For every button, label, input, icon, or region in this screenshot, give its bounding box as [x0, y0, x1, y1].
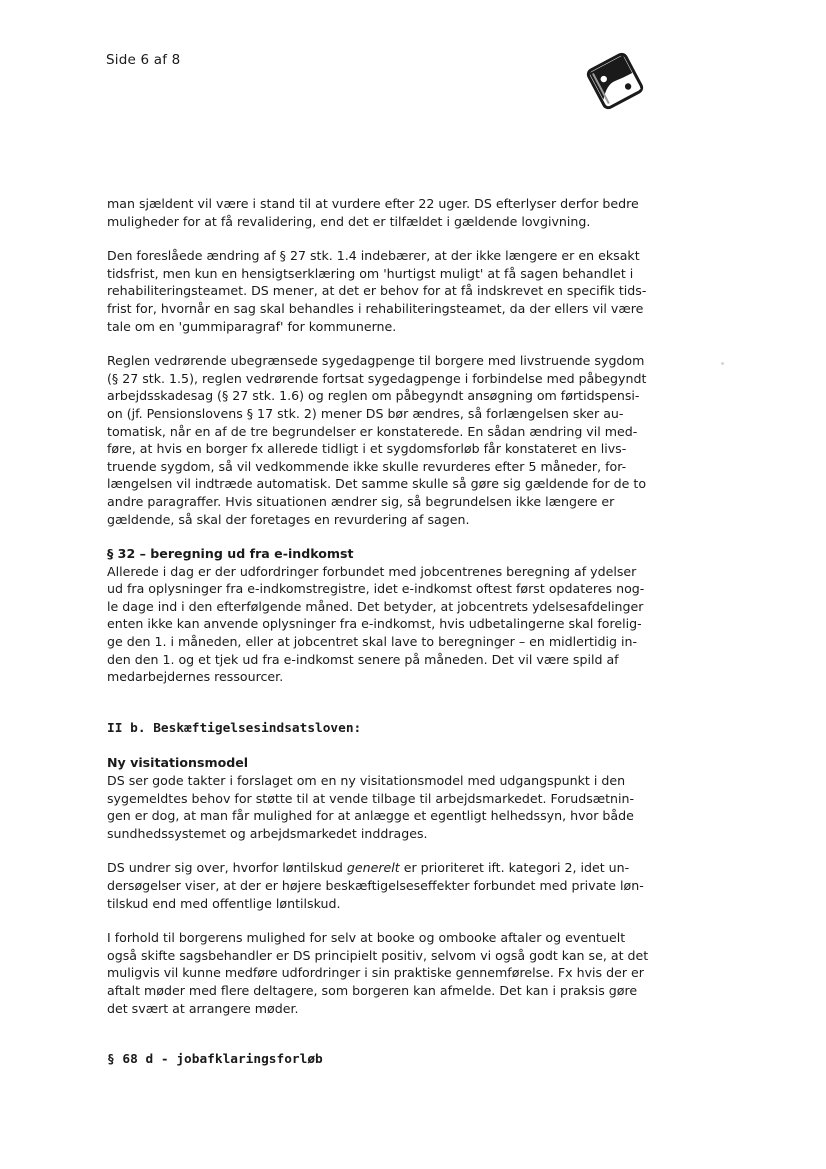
text-line: ge den 1. i måneden, eller at jobcentret skal lave to beregninger – en midlertidig in-	[107, 634, 638, 650]
paragraph	[107, 195, 663, 230]
paragraph-gap	[107, 230, 663, 247]
paragraph-gap	[107, 912, 663, 929]
section	[107, 545, 663, 686]
paragraph-gap	[107, 335, 663, 352]
text-line: den den 1. og et tjek ud fra e-indkomst senere på måneden. Det vil være spild af	[107, 651, 619, 667]
section-heading: II b. Beskæftigelsesindsatsloven:	[107, 720, 362, 736]
text-line: tilskud end med offentlige løntilskud.	[107, 895, 341, 911]
section	[107, 1051, 663, 1069]
text-line: længelsen vil indtræde automatisk. Det samme skulle så gøre sig gældende for de to	[107, 476, 647, 492]
paragraph-gap	[107, 842, 663, 859]
text-line: muligvis vil kunne medføre udfordringer i sin praktiske gennemførelse. Fx hvis der er	[107, 965, 644, 981]
text-line: medarbejdernes ressourcer.	[107, 669, 284, 685]
paragraph-gap	[107, 686, 663, 720]
text-line: tale om en 'gummiparagraf' for kommunerne.	[107, 318, 397, 334]
text-line: frist for, hvornår en sag skal behandles i rehabiliteringsteamet, da der ellers vil være	[107, 300, 644, 316]
text-line: tomatisk, når en af de tre begrundelser er konstaterede. En sådan ændring vil med-	[107, 423, 638, 439]
paragraph	[107, 929, 663, 1017]
section-heading: § 68 d - jobafklaringsforløb	[107, 1052, 323, 1068]
text-line: dersøgelser viser, at der er højere beskæftigelseseffekter forbundet med private løn-	[107, 878, 644, 893]
text-line: andre paragraffer. Hvis situationen ændrer sig, så begrundelsen ikke længere er	[107, 493, 615, 509]
text-line: det svært at arrangere møder.	[107, 1000, 299, 1016]
text-line: man sjældent vil være i stand til at vurdere efter 22 uger. DS efterlyser derfor bedre	[107, 196, 639, 211]
text-line: muligheder for at få revalidering, end det er tilfældet i gældende lovgivning.	[107, 213, 591, 229]
paragraph-gap	[107, 528, 663, 545]
section-heading: § 32 – beregning ud fra e-indkomst	[107, 546, 354, 562]
text-line: (§ 27 stk. 1.5), reglen vedrørende fortsat sygedagpenge i forbindelse med påbegyndt	[107, 370, 647, 386]
text-line: Reglen vedrørende ubegrænsede sygedagpenge til borgere med livstruende sygdom	[107, 353, 645, 369]
scan-artifact	[721, 362, 724, 365]
text-line: rehabiliteringsteamet. DS mener, at det er behov for at få indskrevet en specifik tids-	[107, 283, 647, 299]
text-line: sundhedssystemet og arbejdsmarkedet inddrages.	[107, 825, 428, 841]
text-line: arbejdsskadesag (§ 27 stk. 1.6) og reglen om påbegyndt ansøgning om førtidspensi-	[107, 388, 640, 404]
text-line: Den foreslåede ændring af § 27 stk. 1.4 indebærer, at der ikke længere er en eksakt	[107, 248, 640, 264]
paragraph	[107, 859, 663, 912]
text-line: også skifte sagsbehandler er DS principielt positiv, selvom vi også godt kan se, at det	[107, 947, 649, 963]
section	[107, 754, 663, 842]
text-line: tidsfrist, men kun en hensigtserklæring om 'hurtigst muligt' at få sagen behandlet i	[107, 265, 634, 281]
section-heading: Ny visitationsmodel	[107, 755, 249, 771]
text-line: gældende, så skal der foretages en revurdering af sagen.	[107, 511, 470, 527]
text-line: gen er dog, at man får mulighed for at anlægge et egentligt helhedssyn, hvor både	[107, 808, 634, 824]
text-line: le dage ind i den efterfølgende måned. Det betyder, at jobcentrets ydelsesafdelinger	[107, 598, 644, 614]
text-line: on (jf. Pensionslovens § 17 stk. 2) mener DS bør ændres, så forlængelsen sker au-	[107, 405, 624, 421]
document-body	[107, 195, 663, 1069]
page-number: Side 6 af 8	[106, 52, 181, 68]
text-line: enten ikke kan anvende oplysninger fra e-indkomst, hvis udbetalingerne skal forelig-	[107, 616, 642, 632]
text-line: I forhold til borgerens mulighed for selv at booke og ombooke aftaler og eventuelt	[107, 930, 626, 946]
text-line: ud fra oplysninger fra e-indkomstregistre, idet e-indkomst oftest først opdateres nog-	[107, 581, 645, 597]
emphasis: generelt	[346, 860, 400, 876]
paragraph	[107, 247, 663, 335]
paragraph	[107, 352, 663, 528]
text-line: DS undrer sig over, hvorfor løntilskud generelt er prioriteret ift. kategori 2, idet un-	[107, 860, 630, 876]
text-line: truende sygdom, så vil vedkommende ikke skulle revurderes efter 5 måneder, for-	[107, 458, 627, 474]
text-line: sygemeldtes behov for støtte til at vende tilbage til arbejdsmarkedet. Forudsætnin-	[107, 790, 635, 806]
yin-yang-tile-logo-icon	[584, 52, 646, 110]
text-line: DS ser gode takter i forslaget om en ny visitationsmodel med udgangspunkt i den	[107, 773, 626, 789]
paragraph-gap	[107, 737, 663, 754]
text-line: føre, at hvis en borger fx allerede tidligt i et sygdomsforløb får konstateret en livs-	[107, 441, 627, 457]
text-line: Allerede i dag er der udfordringer forbundet med jobcentrenes beregning af ydelser	[107, 563, 637, 579]
section	[107, 720, 663, 738]
paragraph-gap	[107, 1017, 663, 1051]
text-line: aftalt møder med flere deltagere, som borgeren kan afmelde. Det kan i praksis gøre	[107, 982, 638, 998]
